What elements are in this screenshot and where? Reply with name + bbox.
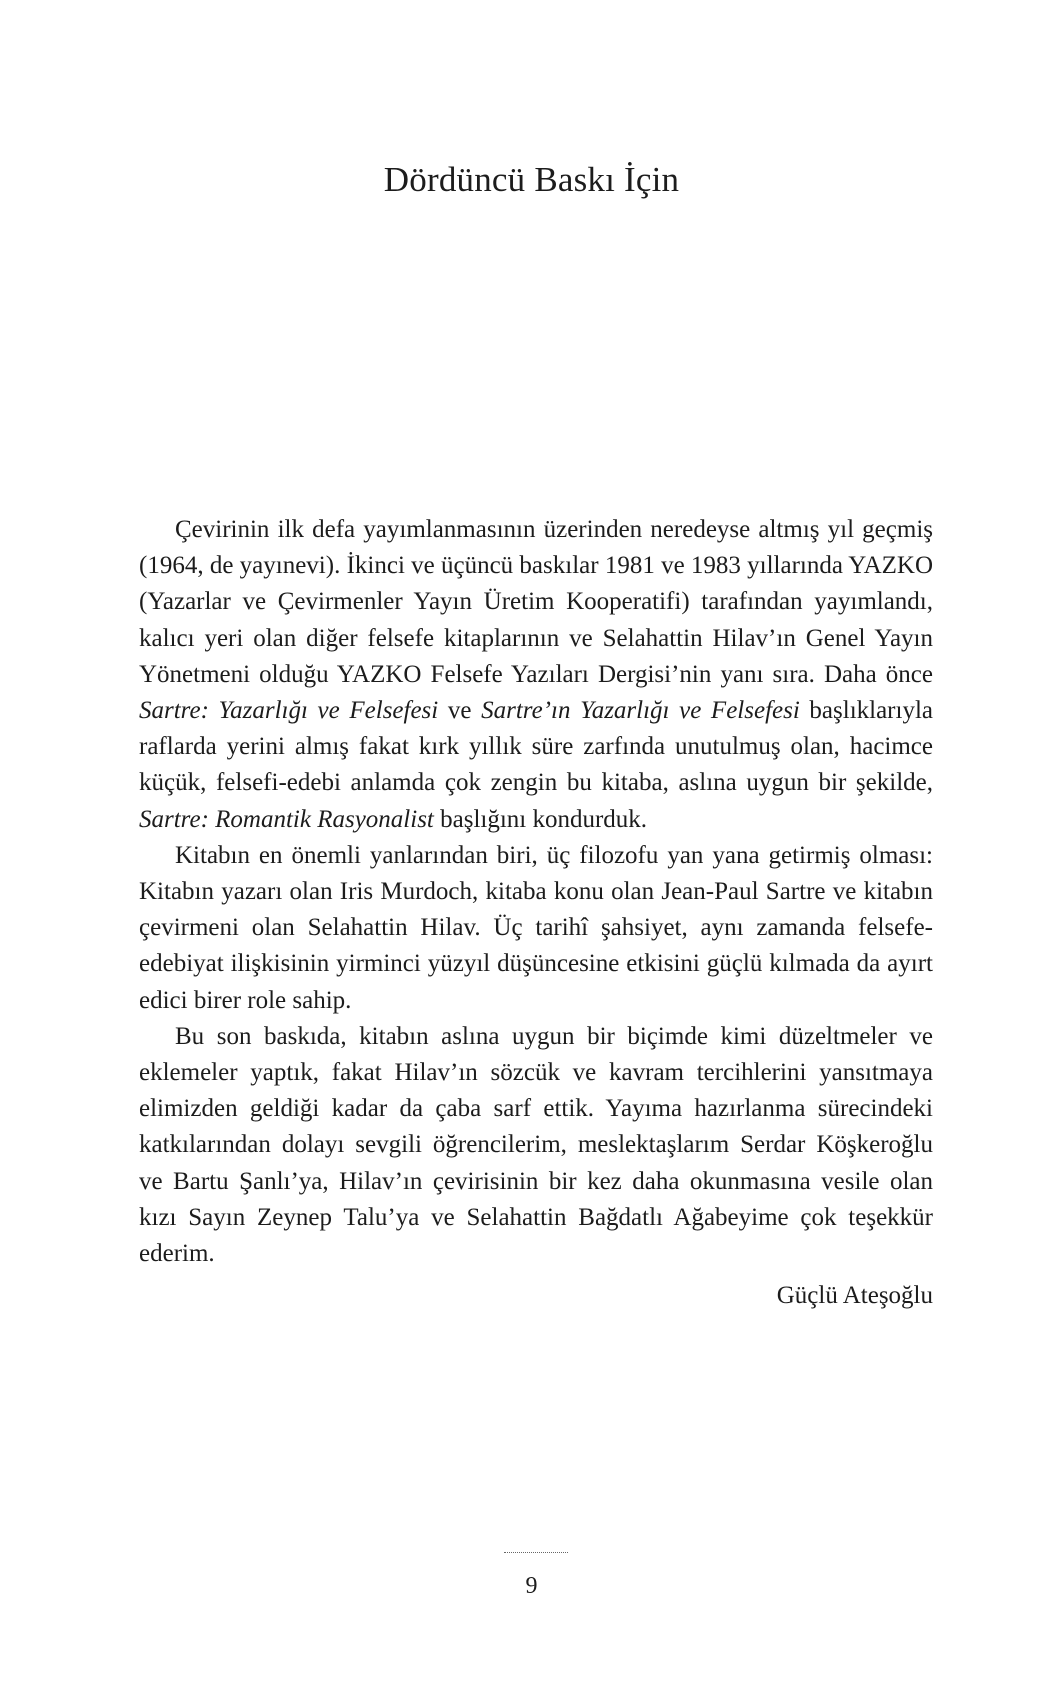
paragraph-1-part-b: ve [438, 697, 482, 725]
paragraph-1-part-c: başlıklarıyla raflarda yerini almış fakat kırk yıllık süre zarfında unutulmuş olan, hacimce küçük, felsefi-edebi anlamda çok zengin bu kitaba, aslına uygun bir şekilde, [139, 697, 933, 797]
book-title-2: Sartre’ın Yazarlığı ve Felsefesi [481, 697, 800, 725]
signature: Güçlü Ateşoğlu [776, 1282, 933, 1310]
page-title: Dördüncü Baskı İçin [383, 160, 680, 199]
paragraph-1-part-a: Çevirinin ilk defa yayımlanmasının üzerinden neredeyse altmış yıl geçmiş (1964, de yayınevi). İkinci ve üçüncü baskılar 1981 ve 1983 yıllarında YAZKO (Yazarlar ve Çevirmenler Yayın Üretim Kooperatifi) tarafından yayımlandı, kalıcı yeri olan diğer felsefe kitaplarının ve Selahattin Hilav’ın Genel Yayın Yönetmeni olduğu YAZKO Felsefe Yazıları Dergisi’nin yanı sıra. Daha önce [139, 516, 934, 688]
paragraph-2: Kitabın en önemli yanlarından biri, üç filozofu yan yana getirmiş olması: Kitabın yazarı olan Iris Murdoch, kitaba konu olan Jean-Paul Sartre ve kitabın çevirmeni olan Selahattin Hilav. Üç tarihî şahsiyet, aynı zamanda felsefe-edebiyat ilişkisinin yirminci yüzyıl düşüncesine etkisini güçlü kılmada da ayırt edici birer role sahip. [139, 841, 933, 1014]
book-title-1: Sartre: Yazarlığı ve Felsefesi [139, 697, 439, 725]
paragraph-1-part-d: başlığını kondurduk. [433, 805, 648, 833]
page-number: 9 [525, 1573, 538, 1599]
body-text [139, 512, 933, 1314]
book-title-3: Sartre: Romantik Rasyonalist [139, 805, 434, 833]
paragraph-1 [139, 512, 933, 838]
paragraph-3: Bu son baskıda, kitabın aslına uygun bir biçimde kimi düzeltmeler ve eklemeler yaptık, fakat Hilav’ın sözcük ve kavram tercihlerini yansıtmaya elimizden geldiği kadar da çaba sarf ettik. Yayıma hazırlanma sürecindeki katkılarından dolayı sevgili öğrencilerim, meslektaşlarım Serdar Köşkeroğlu ve Bartu Şanlı’ya, Hilav’ın çevirisinin bir kez daha okunmasına vesile olan kızı Sayın Zeynep Talu’ya ve Selahattin Bağdatlı Ağabeyime çok teşekkür ederim. [139, 1022, 933, 1268]
footer-divider [504, 1552, 568, 1553]
